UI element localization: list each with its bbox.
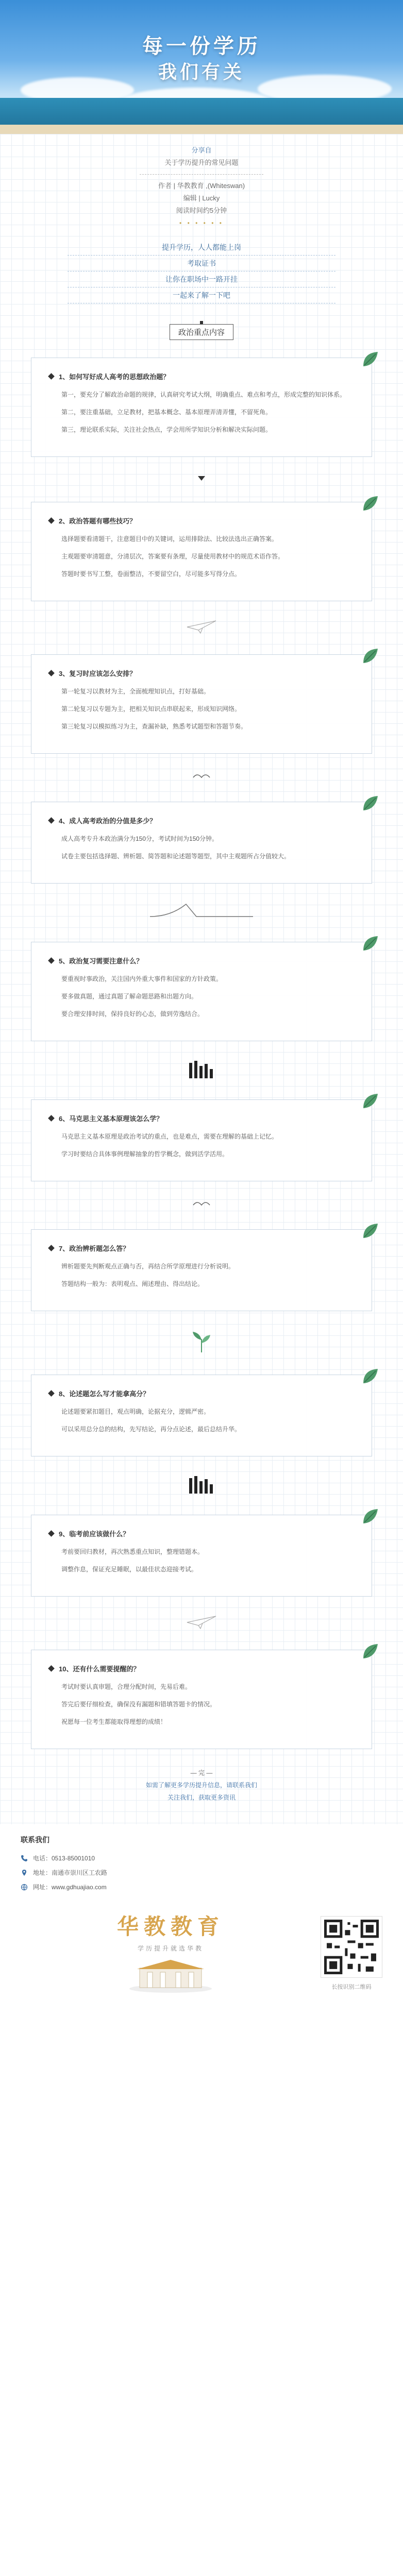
qa-card bbox=[31, 358, 372, 457]
leaf-icon bbox=[360, 646, 381, 666]
diamond-icon bbox=[48, 1530, 55, 1537]
answer-paragraph: 调整作息，保证充足睡眠，以最佳状态迎接考试。 bbox=[61, 1566, 198, 1573]
answer-paragraph: 论述题要紧扣题目，观点明确，论据充分，逻辑严密。 bbox=[61, 1408, 210, 1415]
leaf-icon bbox=[360, 1091, 381, 1111]
leaf-icon bbox=[360, 493, 381, 514]
question-heading bbox=[49, 956, 354, 965]
wave-icon bbox=[150, 901, 253, 922]
footer-heading: 联系我们 bbox=[21, 1836, 49, 1844]
ending bbox=[0, 1767, 403, 1804]
answer-paragraph: 第一，要充分了解政治命题的规律，认真研究考试大纲，明确重点、难点和考点，形成完整的知识体系。 bbox=[61, 391, 346, 398]
section-decoration bbox=[0, 1614, 403, 1632]
shore bbox=[0, 125, 403, 134]
intro-line: 让你在职场中一路开挂 bbox=[68, 272, 335, 287]
diamond-icon bbox=[48, 1115, 55, 1122]
answer-paragraph: 第二轮复习以专题为主，把相关知识点串联起来，形成知识网络。 bbox=[61, 705, 241, 713]
section-decoration bbox=[0, 1059, 403, 1082]
qr-block bbox=[321, 1916, 382, 1991]
section-decoration bbox=[0, 1474, 403, 1497]
section-decoration bbox=[0, 474, 403, 484]
intro-line: 一起来了解一下吧 bbox=[68, 287, 335, 303]
answer-paragraph: 第二，要注重基础，立足教材，把基本概念、基本原理弄清弄懂，不留死角。 bbox=[61, 409, 272, 416]
ending-line3: 关注我们，获取更多资讯 bbox=[167, 1794, 236, 1801]
ending-line1: — 完 — bbox=[190, 1769, 213, 1776]
answer-paragraph: 答题结构一般为：表明观点、阐述理由、得出结论。 bbox=[61, 1280, 204, 1287]
divider bbox=[140, 174, 263, 175]
answer-paragraph: 试卷主要包括选择题、辨析题、简答题和论述题等题型，其中主观题所占分值较大。 bbox=[61, 853, 291, 860]
diamond-icon bbox=[48, 670, 55, 676]
hero-title-line2: 我们有关 bbox=[158, 61, 245, 83]
qa-card bbox=[31, 1375, 372, 1456]
question-text: 9、临考前应该做什么？ bbox=[59, 1530, 130, 1538]
qa-list bbox=[0, 358, 403, 1749]
qa-card bbox=[31, 502, 372, 601]
section-title-text: 政治重点内容 bbox=[170, 324, 233, 340]
answer-paragraph: 第三轮复习以模拟练习为主，查漏补缺，熟悉考试题型和答题节奏。 bbox=[61, 723, 247, 730]
qr-code[interactable] bbox=[321, 1916, 382, 1978]
section-decoration bbox=[0, 1329, 403, 1357]
meta-source-title[interactable]: 关于学历提升的常见问题 bbox=[164, 159, 239, 166]
diamond-icon bbox=[48, 817, 55, 824]
article-meta bbox=[0, 144, 403, 229]
footer-web-text: 网址：www.gdhuajiao.com bbox=[33, 1884, 107, 1891]
hero-banner bbox=[0, 0, 403, 134]
answer-paragraph: 要多做真题，通过真题了解命题思路和出题方向。 bbox=[61, 993, 198, 1000]
qa-card bbox=[31, 1229, 372, 1311]
answer-paragraph: 辨析题要先判断观点正确与否，再结合所学原理进行分析说明。 bbox=[61, 1263, 235, 1270]
footer-phone[interactable] bbox=[21, 1851, 382, 1866]
footer bbox=[0, 1824, 403, 2017]
question-text: 10、还有什么需要提醒的？ bbox=[59, 1665, 140, 1673]
diamond-icon bbox=[48, 373, 55, 380]
diamond-icon bbox=[48, 1245, 55, 1251]
diamond-icon bbox=[48, 1390, 55, 1397]
graduation-illustration bbox=[124, 1958, 217, 1994]
section-decoration bbox=[0, 1199, 403, 1212]
footer-web[interactable] bbox=[21, 1880, 382, 1894]
arrow-icon bbox=[196, 474, 207, 482]
question-text: 7、政治辨析题怎么答？ bbox=[59, 1245, 130, 1252]
leaf-icon bbox=[360, 349, 381, 369]
brand-slogan: 学历提升就选华教 bbox=[137, 1945, 204, 1952]
footer-address bbox=[21, 1866, 382, 1880]
paper-plane-icon bbox=[186, 619, 217, 634]
plant-icon bbox=[189, 1329, 214, 1354]
bar-chart-icon bbox=[186, 1059, 217, 1079]
meta-editor: 编辑 | Lucky bbox=[183, 194, 220, 202]
leaf-icon bbox=[360, 793, 381, 814]
brand-row bbox=[21, 1910, 382, 1996]
diamond-icon bbox=[48, 957, 55, 964]
section-decoration bbox=[0, 901, 403, 924]
meta-dots: • • • • • • bbox=[179, 219, 224, 227]
question-text: 3、复习时应该怎么安排？ bbox=[59, 670, 137, 677]
question-heading bbox=[49, 1113, 354, 1123]
paper-plane-icon bbox=[186, 1614, 217, 1630]
answer-paragraph: 考前要回归教材，再次熟悉重点知识，整理错题本。 bbox=[61, 1548, 204, 1555]
question-heading bbox=[49, 1243, 354, 1253]
leaf-icon bbox=[360, 1366, 381, 1386]
ending-line2: 如需了解更多学历提升信息，请联系我们 bbox=[145, 1782, 257, 1789]
leaf-icon bbox=[360, 1221, 381, 1241]
answer-paragraph: 祝愿每一位考生都能取得理想的成绩！ bbox=[61, 1718, 167, 1725]
leaf-icon bbox=[360, 1506, 381, 1527]
footer-phone-text: 电话：0513-85001010 bbox=[33, 1855, 95, 1862]
answer-paragraph: 第一轮复习以教材为主，全面梳理知识点，打好基础。 bbox=[61, 688, 210, 695]
answer-paragraph: 要重视时事政治，关注国内外重大事件和国家的方针政策。 bbox=[61, 975, 223, 982]
section-decoration bbox=[0, 771, 403, 784]
answer-paragraph: 马克思主义基本原理是政治考试的重点，也是难点，需要在理解的基础上记忆。 bbox=[61, 1133, 278, 1140]
intro-box bbox=[68, 240, 335, 303]
question-heading bbox=[49, 816, 354, 825]
answer-paragraph: 第三，理论联系实际，关注社会热点，学会用所学知识分析和解决实际问题。 bbox=[61, 426, 272, 433]
qa-card bbox=[31, 1099, 372, 1181]
meta-author: 作者 | 华教教育 ,(Whiteswan) bbox=[158, 182, 245, 190]
question-heading bbox=[49, 516, 354, 526]
hero-title-line1: 每一份学历 bbox=[142, 34, 261, 58]
location-icon bbox=[21, 1869, 28, 1876]
answer-paragraph: 可以采用总分总的结构，先写结论，再分点论述，最后总结升华。 bbox=[61, 1426, 241, 1433]
answer-paragraph: 要合理安排时间，保持良好的心态，做到劳逸结合。 bbox=[61, 1010, 204, 1018]
bird-icon bbox=[191, 1199, 212, 1209]
bar-chart-icon bbox=[186, 1474, 217, 1495]
section-decoration bbox=[0, 619, 403, 637]
qa-card bbox=[31, 1515, 372, 1597]
footer-address-text: 地址：南通市崇川区工农路 bbox=[33, 1869, 108, 1876]
qa-card bbox=[31, 1650, 372, 1749]
question-text: 6、马克思主义基本原理该怎么学？ bbox=[59, 1115, 163, 1123]
question-heading bbox=[49, 1664, 354, 1673]
answer-paragraph: 主观题要审清题意，分清层次，答案要有条理，尽量使用教材中的规范术语作答。 bbox=[61, 553, 284, 560]
answer-paragraph: 选择题要看清题干，注意题目中的关键词，运用排除法、比较法选出正确答案。 bbox=[61, 535, 278, 543]
question-heading bbox=[49, 371, 354, 381]
brand-logo: 华教教育 bbox=[116, 1914, 224, 1939]
meta-reading-time: 阅读时间约5分钟 bbox=[176, 207, 227, 214]
question-heading bbox=[49, 668, 354, 678]
meta-from: 分享自 bbox=[191, 146, 212, 154]
qr-caption: 长按识别二维码 bbox=[331, 1984, 372, 1990]
globe-icon bbox=[21, 1884, 28, 1891]
question-text: 4、成人高考政治的分值是多少？ bbox=[59, 817, 157, 825]
intro-line: 考取证书 bbox=[68, 256, 335, 272]
leaf-icon bbox=[360, 1641, 381, 1662]
question-text: 5、政治复习需要注意什么？ bbox=[59, 957, 143, 965]
article-body bbox=[0, 134, 403, 1824]
answer-paragraph: 答完后要仔细检查，确保没有漏题和错填答题卡的情况。 bbox=[61, 1701, 216, 1708]
question-text: 1、如何写好成人高考的思想政治题？ bbox=[59, 373, 170, 381]
intro-line: 提升学历，人人都能上岗 bbox=[68, 240, 335, 256]
answer-paragraph: 学习时要结合具体事例理解抽象的哲学概念，做到活学活用。 bbox=[61, 1150, 229, 1158]
diamond-icon bbox=[48, 517, 55, 524]
answer-paragraph: 成人高考专升本政治满分为150分，考试时间为150分钟。 bbox=[61, 835, 219, 842]
answer-paragraph: 答题时要书写工整，卷面整洁，不要留空白，尽可能多写得分点。 bbox=[61, 570, 241, 578]
diamond-icon bbox=[48, 1665, 55, 1672]
phone-icon bbox=[21, 1855, 28, 1862]
question-heading bbox=[49, 1529, 354, 1538]
question-heading bbox=[49, 1388, 354, 1398]
bird-icon bbox=[191, 771, 212, 782]
qa-card bbox=[31, 802, 372, 884]
question-text: 2、政治答题有哪些技巧？ bbox=[59, 517, 137, 525]
logo-block bbox=[21, 1910, 321, 1996]
question-text: 8、论述题怎么写才能拿高分？ bbox=[59, 1390, 150, 1398]
qa-card bbox=[31, 654, 372, 754]
answer-paragraph: 考试时要认真审题，合理分配时间，先易后难。 bbox=[61, 1683, 192, 1690]
section-title bbox=[145, 324, 258, 340]
qa-card bbox=[31, 942, 372, 1041]
leaf-icon bbox=[360, 933, 381, 954]
